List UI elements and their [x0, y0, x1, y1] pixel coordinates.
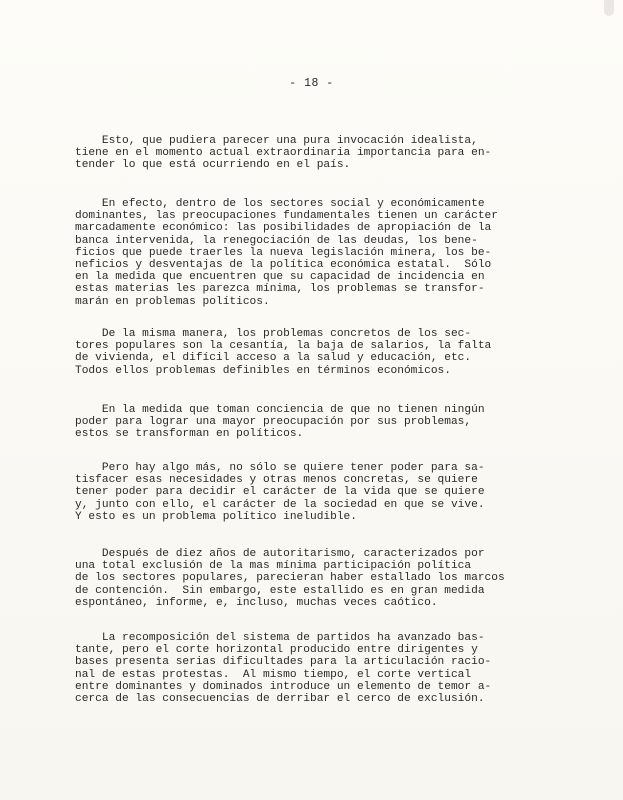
paragraph [75, 548, 535, 609]
text-line: nal de estas protestas. Al mismo tiempo, el corte vertical [75, 668, 472, 681]
text-line: de los sectores populares, parecieran haber estallado los marcos [75, 572, 505, 585]
text-line: cerca de las consecuencias de derribar el cerco de exclusión. [75, 693, 485, 706]
paragraph [75, 198, 535, 308]
text-line: La recomposición del sistema de partidos ha avanzado bas- [75, 632, 485, 644]
text-line: En la medida que toman conciencia de que no tienen ningún [75, 404, 485, 416]
paragraph [75, 328, 535, 377]
text-line: marán en problemas políticos. [75, 295, 270, 308]
text-line: bases presenta serias dificultades para la articulación racio- [75, 656, 492, 669]
text-line: dominantes, las preocupaciones fundamentales tienen un carácter [75, 210, 498, 223]
text-line: banca intervenida, la renegociación de las deudas, los bene- [75, 234, 478, 247]
text-line: tender lo que está ocurriendo en el país. [75, 159, 351, 172]
paper-edge-mark [604, 0, 614, 16]
text-line: estos se transforman en políticos. [75, 428, 304, 441]
text-line: de contención. Sin embargo, este estallido es en gran medida [75, 584, 485, 597]
paragraph [75, 462, 535, 523]
text-line: neficios y desventajas de la política económica estatal. Sólo [75, 259, 492, 272]
text-line: ficios que puede traerles la nueva legislación minera, los be- [75, 246, 492, 259]
text-line: poder para lograr una mayor preocupación por sus problemas, [75, 416, 472, 429]
text-line: tante, pero el corte horizontal producido entre dirigentes y [75, 644, 478, 657]
text-line: Después de diez años de autoritarismo, caracterizados por [75, 548, 485, 560]
text-line: una total exclusión de la mas mínima participación política [75, 560, 472, 573]
text-line: tener poder para decidir el carácter de la vida que se quiere [75, 486, 485, 499]
paragraph [75, 135, 535, 172]
text-line: y, junto con ello, el carácter de la sociedad en que se vive. [75, 498, 485, 511]
text-line: espontáneo, informe, e, incluso, muchas veces caótico. [75, 596, 438, 609]
text-line: Esto, que pudiera parecer una pura invocación idealista, [75, 135, 478, 147]
text-line: Todos ellos problemas definibles en términos económicos. [75, 364, 451, 377]
paragraph [75, 632, 535, 705]
page-number: - 18 - [289, 77, 334, 90]
text-line: en la medida que encuentren que su capacidad de incidencia en [75, 271, 485, 284]
text-line: entre dominantes y dominados introduce un elemento de temor a- [75, 680, 492, 693]
text-line: Y esto es un problema político ineludible. [75, 510, 357, 523]
text-line: Pero hay algo más, no sólo se quiere tener poder para sa- [75, 462, 485, 474]
text-line: De la misma manera, los problemas concretos de los sec- [75, 328, 472, 340]
text-line: estas materias les parezca mínima, los problemas se transfor- [75, 283, 485, 296]
text-line: marcadamente económico: las posibilidades de apropiación de la [75, 222, 492, 235]
text-line: de vivienda, el difícil acceso a la salud y educación, etc. [75, 352, 472, 365]
text-line: En efecto, dentro de los sectores social y económicamente [75, 198, 485, 210]
text-line: tores populares son la cesantía, la baja de salarios, la falta [75, 340, 492, 353]
text-line: tiene en el momento actual extraordinaria importancia para en- [75, 147, 492, 160]
paragraph [75, 404, 535, 441]
text-line: tisfacer esas necesidades y otras menos concretas, se quiere [75, 474, 478, 487]
